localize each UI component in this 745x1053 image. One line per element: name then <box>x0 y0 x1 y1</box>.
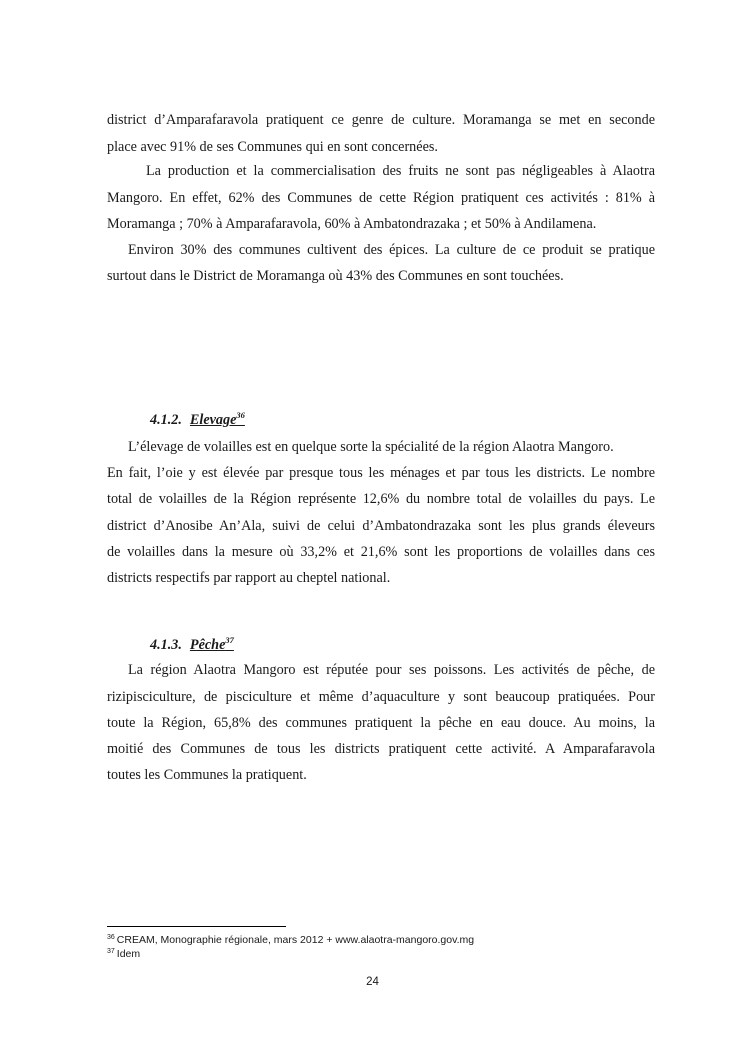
paragraph-line: La région Alaotra Mangoro est réputée pour ses poissons. Les activités de pêche, de <box>128 662 655 678</box>
footnote-36 <box>107 934 474 947</box>
section-title-text: Elevage <box>189 412 237 428</box>
footnote-marker: 37 <box>107 948 115 955</box>
section-title-text: Pêche <box>189 637 226 653</box>
paragraph-line: rizipisciculture, de pisciculture et même d’aquaculture y sont beaucoup pratiquées. Pour <box>107 689 655 705</box>
paragraph-line: de volailles dans la mesure où 33,2% et 21,6% sont les proportions de volailles dans ces <box>107 544 655 560</box>
paragraph-line: toutes les Communes la pratiquent. <box>107 767 307 783</box>
paragraph-line: L’élevage de volailles est en quelque sorte la spécialité de la région Alaotra Mangoro. <box>128 439 614 455</box>
paragraph-line: Environ 30% des communes cultivent des épices. La culture de ce produit se pratique <box>128 242 655 258</box>
section-title <box>190 412 245 428</box>
paragraph-line: La production et la commercialisation des fruits ne sont pas négligeables à Alaotra <box>146 163 655 179</box>
paragraph-line: Moramanga ; 70% à Amparafaravola, 60% à Ambatondrazaka ; et 50% à Andilamena. <box>107 216 597 232</box>
paragraph-line: moitié des Communes de tous les districts pratiquent cette activité. A Amparafaravola <box>107 741 655 757</box>
section-number: 4.1.3. <box>150 637 182 653</box>
section-number: 4.1.2. <box>150 412 182 428</box>
paragraph-line: district d’Anosibe An’Ala, suivi de celui d’Ambatondrazaka sont les plus grands éleveurs <box>107 518 655 534</box>
paragraph-line: surtout dans le District de Moramanga où 43% des Communes en sont touchées. <box>107 268 564 284</box>
paragraph-line: district d’Amparafaravola pratiquent ce genre de culture. Moramanga se met en seconde <box>107 112 655 128</box>
footnote-text: Idem <box>116 948 141 960</box>
footnote-ref: 36 <box>236 410 245 420</box>
footnote-ref: 37 <box>225 635 234 645</box>
paragraph-line: En fait, l’oie y est élevée par presque tous les ménages et par tous les districts. Le nombre <box>107 465 655 481</box>
footnote-marker: 36 <box>107 934 115 941</box>
footnote-text: CREAM, Monographie régionale, mars 2012 + www.alaotra-mangoro.gov.mg <box>116 934 475 946</box>
paragraph-line: place avec 91% de ses Communes qui en sont concernées. <box>107 139 438 155</box>
footnote-37 <box>107 948 140 961</box>
paragraph-line: districts respectifs par rapport au cheptel national. <box>107 570 391 586</box>
page-number: 24 <box>366 976 379 988</box>
section-title <box>190 637 234 653</box>
paragraph-line: toute la Région, 65,8% des communes pratiquent la pêche en eau douce. Au moins, la <box>107 715 655 731</box>
footnote-divider <box>107 926 286 927</box>
paragraph-line: Mangoro. En effet, 62% des Communes de cette Région pratiquent ces activités : 81% à <box>107 190 655 206</box>
section-heading-elevage <box>150 412 245 429</box>
section-heading-peche <box>150 637 234 654</box>
paragraph-line: total de volailles de la Région représente 12,6% du nombre total de volailles du pays. Le <box>107 491 655 507</box>
